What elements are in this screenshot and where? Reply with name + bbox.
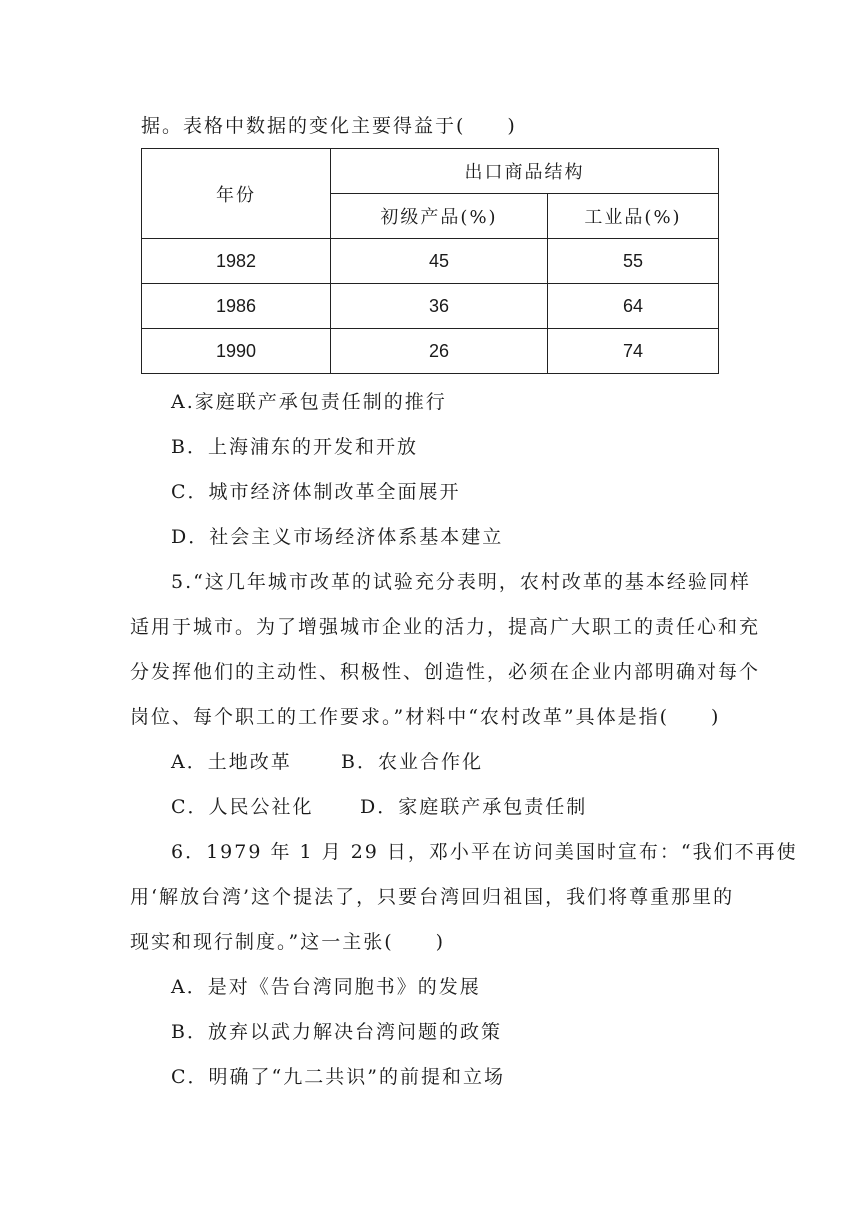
year-cell: 1990: [142, 329, 331, 374]
q6-stem-line-2: 用‘解放台湾’这个提法了，只要台湾回归祖国，我们将尊重那里的: [130, 886, 735, 908]
q4-option-a: A.家庭联产承包责任制的推行: [171, 391, 447, 413]
q5-stem-line-4: 岗位、每个职工的工作要求。”材料中“农村改革”具体是指( ): [130, 706, 721, 728]
q5-option-b: B．农业合作化: [341, 751, 483, 773]
question-4-stem-tail: 据。表格中数据的变化主要得益于( ): [141, 115, 517, 137]
table-row: [142, 284, 719, 329]
q5-stem-line-2: 适用于城市。为了增强城市企业的活力，提高广大职工的责任心和充: [130, 616, 761, 638]
q5-stem-line-1: 5.“这几年城市改革的试验充分表明，农村改革的基本经验同样: [171, 571, 751, 593]
primary-cell: 36: [331, 284, 548, 329]
primary-cell: 45: [331, 239, 548, 284]
q4-option-b: B．上海浦东的开发和开放: [171, 436, 418, 458]
year-cell: 1986: [142, 284, 331, 329]
industrial-cell: 64: [548, 284, 719, 329]
q5-stem-line-3: 分发挥他们的主动性、积极性、创造性，必须在企业内部明确对每个: [130, 661, 761, 683]
q4-option-d: D．社会主义市场经济体系基本建立: [171, 526, 504, 548]
year-header: 年份: [142, 149, 331, 239]
export-structure-table: [141, 148, 719, 374]
q6-stem-line-3: 现实和现行制度。”这一主张( ): [130, 931, 446, 953]
export-structure-header: 出口商品结构: [331, 149, 719, 194]
q6-option-a: A．是对《告台湾同胞书》的发展: [171, 976, 481, 998]
industrial-products-header: 工业品(%): [548, 194, 719, 239]
q6-option-b: B．放弃以武力解决台湾问题的政策: [171, 1021, 502, 1043]
q5-option-a: A．土地改革: [171, 751, 292, 773]
q5-option-c: C．人民公社化: [171, 796, 314, 818]
primary-cell: 26: [331, 329, 548, 374]
table-row: [142, 329, 719, 374]
q5-option-d: D．家庭联产承包责任制: [360, 796, 588, 818]
q6-stem-line-1: 6．1979 年 1 月 29 日，邓小平在访问美国时宣布：“我们不再使: [171, 841, 798, 863]
year-cell: 1982: [142, 239, 331, 284]
table-row: [142, 239, 719, 284]
q4-option-c: C．城市经济体制改革全面展开: [171, 481, 461, 503]
industrial-cell: 74: [548, 329, 719, 374]
industrial-cell: 55: [548, 239, 719, 284]
q6-option-c: C．明确了“九二共识”的前提和立场: [171, 1066, 505, 1088]
primary-products-header: 初级产品(%): [331, 194, 548, 239]
